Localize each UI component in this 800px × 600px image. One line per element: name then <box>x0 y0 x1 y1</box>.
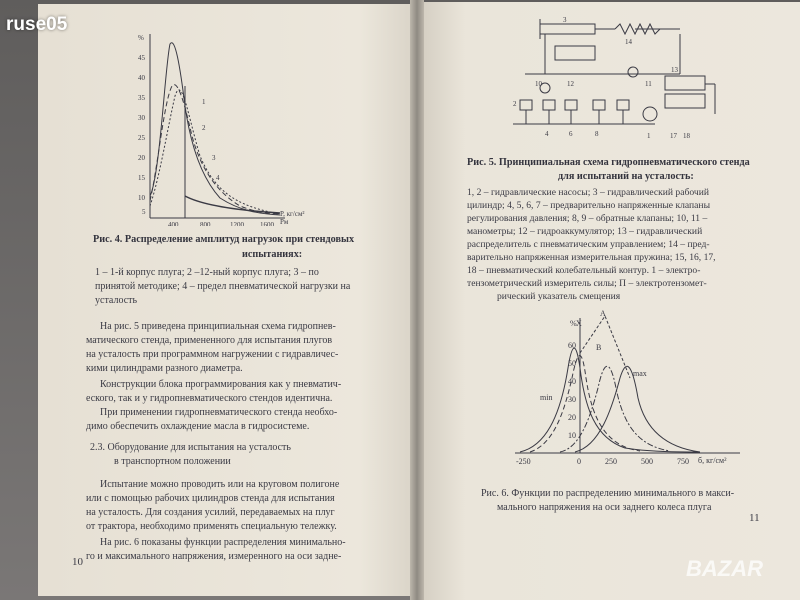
fig6-curve-b <box>560 366 670 452</box>
fig5-accumulator <box>643 107 657 121</box>
paragraph-line: от трактора, необходимо применять специальную тележку. <box>86 521 337 532</box>
fig6-x-tick: 0 <box>577 457 581 466</box>
fig6-caption-line: мального напряжения на оси заднего колеса плуга <box>497 502 712 513</box>
figure-6-chart <box>500 308 750 468</box>
fig4-x-unit: P, кг/см² <box>280 210 305 218</box>
fig6-y-label: 20 <box>568 413 576 422</box>
fig6-y-label: 30 <box>568 395 576 404</box>
fig5-legend-line: варительно напряженная измерительная пружина; 15, 16, 17, <box>467 252 716 263</box>
page-number-left: 10 <box>72 556 83 568</box>
fig6-y-label: 50 <box>568 359 576 368</box>
fig4-legend-line: усталость <box>95 295 138 306</box>
fig5-caption-line: Рис. 5. Принципиальная схема гидропневматического стенда <box>467 157 750 168</box>
fig5-label: 4 <box>545 130 549 138</box>
fig4-curve-label: 2 <box>202 124 206 132</box>
paragraph-line: На рис. 6 показаны функции распределения минимально- <box>100 537 346 548</box>
fig6-curve-label: max <box>633 369 647 378</box>
fig5-legend-line: рический указатель смещения <box>497 291 621 302</box>
fig5-label: 14 <box>625 38 632 46</box>
figure-4-chart <box>130 26 330 226</box>
fig5-legend-line: 18 – пневматический колебательный контур. 1 – электро- <box>467 265 701 276</box>
fig5-valve-block <box>555 46 595 60</box>
fig6-x-tick: -250 <box>516 457 531 466</box>
fig5-legend-line: манометры; 12 – гидроаккумулятор; 13 – гидравлический <box>467 226 703 237</box>
fig5-cylinder <box>540 24 595 34</box>
fig5-label: 1 <box>647 132 651 140</box>
fig4-curve-label: 1 <box>202 98 206 106</box>
fig6-curve-label: A <box>600 309 606 318</box>
fig5-label: 12 <box>567 80 574 88</box>
fig6-x-tick: 250 <box>605 457 617 466</box>
fig5-label: 6 <box>569 130 573 138</box>
figure-5-schematic <box>505 14 720 142</box>
fig5-label: 17 <box>670 132 677 140</box>
fig4-curve-2 <box>150 85 280 214</box>
fig4-y-label: 35 <box>138 94 145 102</box>
fig4-y-label: 20 <box>138 154 145 162</box>
fig5-label: 8 <box>595 130 599 138</box>
paragraph-line: На рис. 5 приведена принципиальная схема гидропнев- <box>100 321 336 332</box>
fig5-label: 11 <box>645 80 652 88</box>
fig6-y-label: % <box>570 319 577 328</box>
fig6-x-unit: б, кг/см² <box>698 456 727 465</box>
fig4-y-label: 45 <box>138 54 145 62</box>
fig5-label: 2 <box>513 100 517 108</box>
fig4-x-tick: 400 <box>168 221 179 226</box>
fig5-label: 10 <box>535 80 542 88</box>
paragraph-line: на усталость при программном нагружении с гидравличес- <box>86 349 339 360</box>
fig4-y-label: 30 <box>138 114 145 122</box>
fig4-x-tick: 1200 <box>230 221 244 226</box>
fig5-legend-line: тензометрический измеритель силы; П – электротензомет- <box>467 278 707 289</box>
fig4-curve-label: 3 <box>212 154 216 162</box>
fig4-curve-1 <box>150 43 280 215</box>
fig5-distributor <box>665 76 705 90</box>
fig5-legend-line: цилиндр; 4, 5, 6, 7 – предварительно напряженные клапаны <box>467 200 711 211</box>
paragraph-line: го и максимального напряжения, измеренного на оси задне- <box>86 551 342 562</box>
fig4-x-tick: 1600 <box>260 221 274 226</box>
fig5-label: 13 <box>671 66 678 74</box>
fig4-y-label: 25 <box>138 134 145 142</box>
fig4-caption-line: Рис. 4. Распределение амплитуд нагрузок при стендовых <box>93 234 355 245</box>
paragraph-line: кими цилиндрами разного диаметра. <box>86 363 243 374</box>
fig4-legend-line: принятой методике; 4 – предел пневматической нагрузки на <box>95 281 351 292</box>
paragraph-line: матического стенда, примененного для испытания плугов <box>86 335 333 346</box>
section-heading: 2.3. Оборудование для испытания на усталость <box>90 442 291 453</box>
fig6-curve-label: X <box>576 319 582 328</box>
fig4-y-label: 15 <box>138 174 145 182</box>
fig6-caption-line: Рис. 6. Функции по распределению минимального в макси- <box>481 488 735 499</box>
paragraph-line: или с помощью рабочих цилиндров стенда для испытания <box>86 493 335 504</box>
watermark-brand: BAZAR <box>686 556 763 581</box>
fig4-x-symbol: Рм <box>280 218 289 226</box>
fig6-y-label: 40 <box>568 377 576 386</box>
fig4-curve-3 <box>150 90 280 214</box>
fig6-curve-label: B <box>596 343 602 352</box>
fig4-legend-line: 1 – 1-й корпус плуга; 2 –12-ный корпус плуга; 3 – по <box>95 267 319 278</box>
paragraph-line: Конструкции блока программирования как у пневматич- <box>100 379 342 390</box>
fig6-curve-a-lines <box>580 316 630 378</box>
paragraph-line: При применении гидропневматического стенда необхо- <box>100 407 338 418</box>
fig6-y-label: 10 <box>568 431 576 440</box>
fig5-gauge <box>628 67 638 77</box>
paragraph-line: еского, так и у гидропневматического стендов идентична. <box>86 393 333 404</box>
paragraph-line: на усталость. Для создания усилий, передаваемых на плуг <box>86 507 335 518</box>
paragraph-line: Испытание можно проводить или на круговом полигоне <box>100 479 340 490</box>
fig4-x-tick: 800 <box>200 221 211 226</box>
fig6-y-label: 60 <box>568 341 576 350</box>
fig4-y-label: % <box>138 34 144 42</box>
page-number-right: 11 <box>749 512 760 524</box>
fig4-caption-line: испытаниях: <box>242 249 303 260</box>
book-spine <box>410 0 424 600</box>
fig5-legend-line: 1, 2 – гидравлические насосы; 3 – гидравлический рабочий <box>467 187 710 198</box>
section-heading: в транспортном положении <box>114 456 231 467</box>
fig6-x-tick: 750 <box>677 457 689 466</box>
fig4-y-label: 5 <box>142 208 146 216</box>
fig5-label: 3 <box>563 16 567 24</box>
fig6-x-tick: 500 <box>641 457 653 466</box>
fig5-caption-line: для испытаний на усталость: <box>558 171 694 182</box>
fig4-curve-label: 4 <box>216 174 220 182</box>
fig4-y-label: 10 <box>138 194 145 202</box>
fig5-legend-line: регулирования давления; 8, 9 – обратные клапаны; 10, 11 – <box>467 213 708 224</box>
paragraph-line: димо обеспечить охлаждение масла в гидросистеме. <box>86 421 310 432</box>
fig5-legend-line: распределитель с пневматическим управлением; 14 – пред- <box>467 239 710 250</box>
watermark-logo: ruse05 <box>6 14 68 35</box>
fig5-label: 18 <box>683 132 690 140</box>
fig6-curve-label: min <box>540 393 553 402</box>
fig4-y-label: 40 <box>138 74 145 82</box>
